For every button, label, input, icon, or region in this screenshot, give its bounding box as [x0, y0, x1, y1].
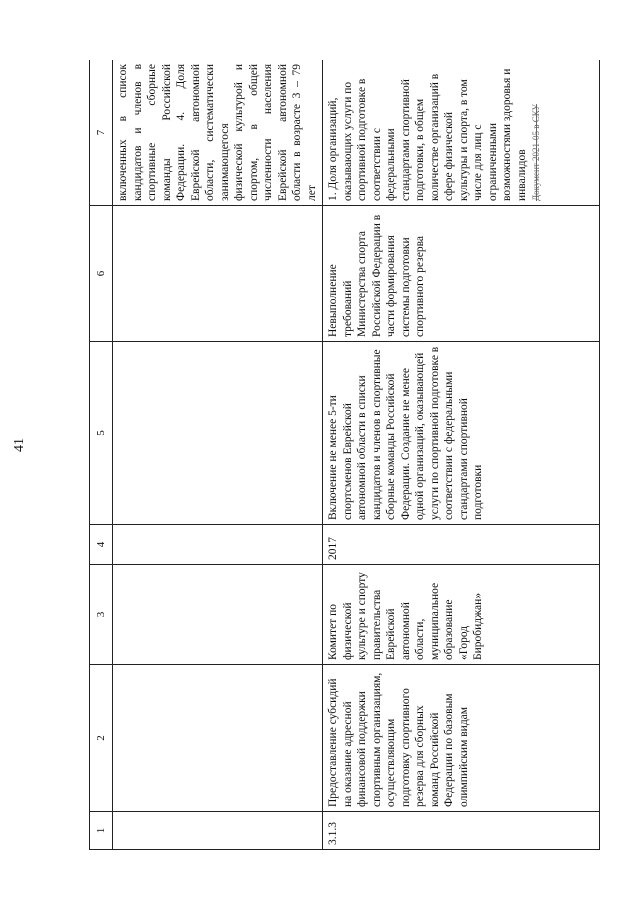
table-row: [323, 60, 600, 850]
responsible-cell: Комитет по физической культуре и спорту правительства Еврейской автономной области, муниципальное образование «Город Биробиджан»: [323, 565, 600, 665]
year-cell: 2017: [323, 525, 600, 565]
header-cell: 2: [90, 665, 113, 812]
indicator-cell: [323, 60, 600, 206]
empty-cell: [113, 342, 323, 525]
header-cell: 3: [90, 565, 113, 665]
indicator-continuation-cell: включенных в список кандидатов и членов в спортивные сборные команды Российской Федерации. 4. Доля Еврейской автономной области, систематически занимающегося физической культурой и спортом, в общей численности населения Еврейской автономной области в возрасте 3 – 79 лет: [113, 60, 323, 206]
empty-cell: [113, 206, 323, 342]
row-number-cell: 3.1.3: [323, 812, 600, 850]
empty-cell: [113, 565, 323, 665]
table-landscape: [89, 60, 627, 850]
table-rotated-wrapper: [89, 60, 627, 850]
header-row: [90, 60, 113, 850]
header-cell: 6: [90, 206, 113, 342]
page-number: 41: [12, 438, 27, 452]
expected-result-cell: Включение не менее 5-ти спортсменов Еврейской автономной области в списки кандидатов и членов в спортивные сборные команды Российской Федерации. Создание не менее одной организаций, оказывающей услуги по спортивной подготовке в соответствии с федеральными стандартами спортивной подготовки: [323, 342, 600, 525]
document-footer-mark: Документ 2021-05 в СКУ: [531, 104, 541, 201]
header-cell: 1: [90, 812, 113, 850]
empty-cell: [113, 525, 323, 565]
empty-cell: [113, 665, 323, 812]
empty-cell: [113, 812, 323, 850]
header-cell: 4: [90, 525, 113, 565]
indicator-text: 1. Доля организаций, оказывающих услуги по спортивной подготовке в соответствии с федеральными стандартами спортивной подготовки, в общем количестве организаций в сфере физической культуры и спорта, в том числе для лиц с ограниченными возможностями здоровья и инвалидов: [327, 68, 528, 201]
program-table: [89, 60, 600, 850]
consequences-cell: Невыполнение требований Министерства спорта Российской Федерации в части формирования системы подготовки спортивного резерва: [323, 206, 600, 342]
header-cell: 7: [90, 60, 113, 206]
header-cell: 5: [90, 342, 113, 525]
measure-name-cell: Предоставление субсидий на оказание адресной финансовой поддержки спортивным организациям, осуществляющим подготовку спортивного резерва для сборных команд Российской Федерации по базовым олимпийским видам: [323, 665, 600, 812]
continuation-row: [113, 60, 323, 850]
